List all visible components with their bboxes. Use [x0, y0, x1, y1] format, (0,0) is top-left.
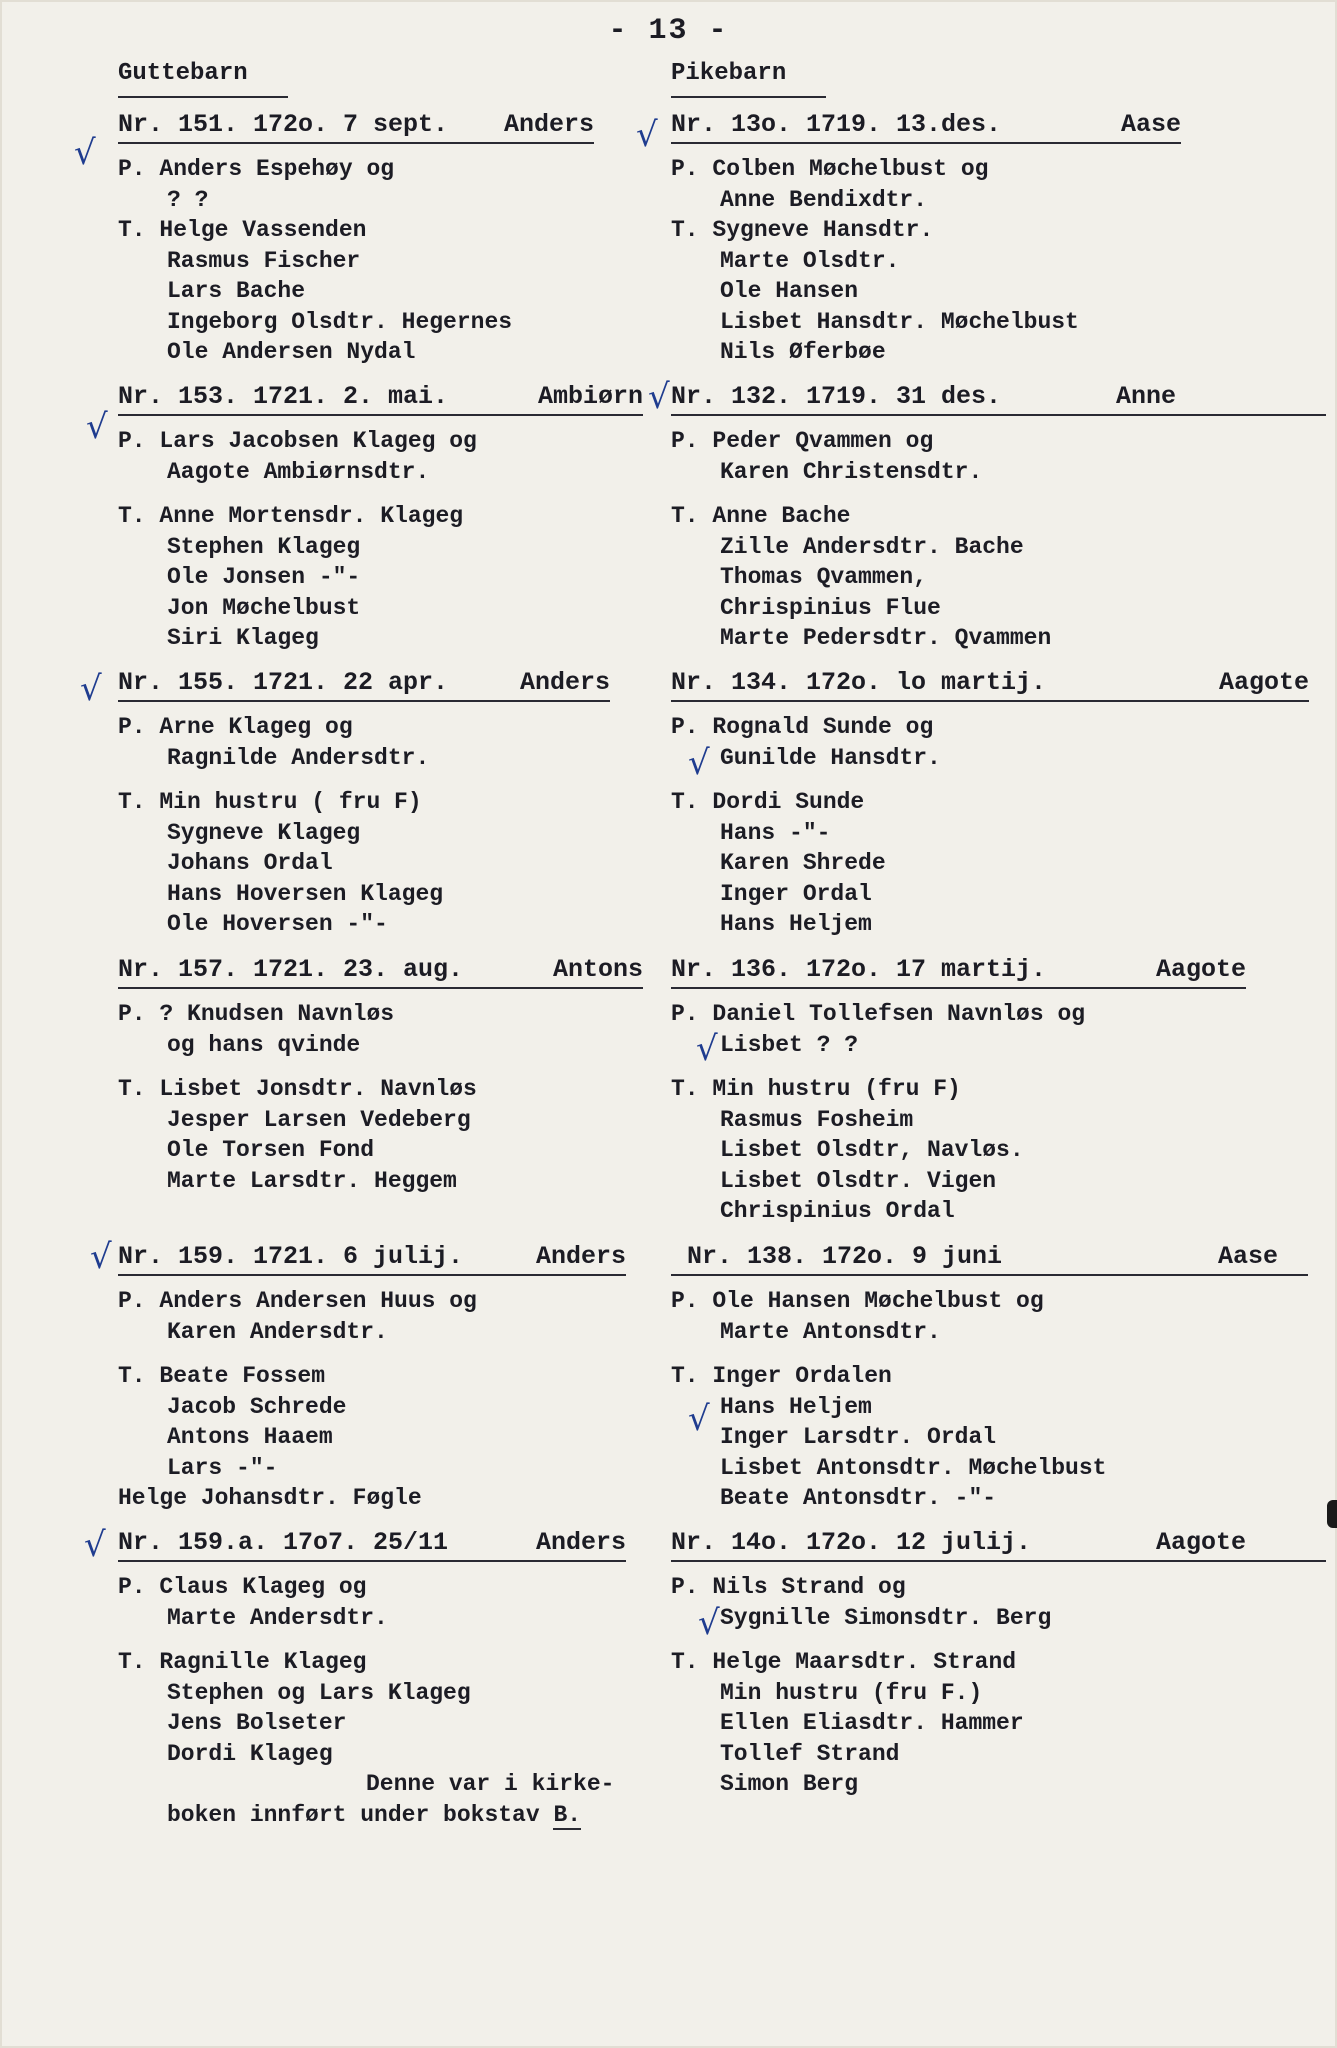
check-mark-icon: √: [80, 669, 102, 709]
entry-header: [118, 380, 643, 416]
sponsor-line: Jacob Schrede: [167, 1393, 347, 1420]
sponsor-line: Inger Ordal: [720, 880, 872, 907]
note-text: boken innført under bokstav: [167, 1801, 540, 1828]
check-mark-icon: √: [688, 1399, 710, 1439]
entry-number-date: Nr. 14o. 172o. 12 julij.: [671, 1528, 1032, 1557]
entry-136: [671, 953, 1246, 1227]
entry-header: [671, 108, 1181, 144]
sponsor-line: T. Lisbet Jonsdtr. Navnløs: [118, 1076, 477, 1102]
entry-132: [671, 380, 1326, 654]
sponsor-line: Simon Berg: [720, 1771, 859, 1797]
sponsor-line: T. Min hustru (fru F): [671, 1076, 961, 1102]
parent-line: og hans qvinde: [167, 1031, 361, 1058]
sponsor-line: T. Helge Maarsdtr. Strand: [671, 1649, 1017, 1675]
entry-138: [671, 1240, 1308, 1514]
entry-130: [671, 108, 1181, 368]
entry-134: [671, 666, 1309, 940]
check-mark-icon: √: [696, 1029, 718, 1069]
page-number: - 13 -: [608, 14, 729, 48]
sponsor-line: Jesper Larsen Vedeberg: [167, 1106, 471, 1133]
parent-line: Sygnille Simonsdtr. Berg: [720, 1604, 1052, 1631]
sponsor-line: Karen Shrede: [720, 850, 886, 876]
entry-number-date: Nr. 136. 172o. 17 martij.: [671, 955, 1047, 984]
entry-header: [118, 1526, 626, 1562]
entry-header: [118, 953, 643, 989]
sponsor-line: Marte Larsdtr. Heggem: [167, 1167, 457, 1194]
sponsor-line: T. Helge Vassenden: [118, 217, 367, 243]
sponsor-line: Lars -"-: [167, 1454, 278, 1481]
sponsor-line: Lars Bache: [167, 278, 306, 304]
left-column: [118, 60, 643, 1828]
sponsor-line: Hans Hoversen Klageg: [167, 880, 444, 907]
sponsor-line: Johans Ordal: [167, 850, 333, 876]
parent-line: Ragnilde Andersdtr.: [167, 744, 430, 771]
sponsor-line: Lisbet Olsdtr. Vigen: [720, 1167, 997, 1194]
parent-line: P. Anders Andersen Huus og: [118, 1288, 477, 1314]
parent-line: P. Ole Hansen Møchelbust og: [671, 1288, 1044, 1314]
sponsor-line: Lisbet Olsdtr, Navløs.: [720, 1137, 1024, 1163]
entry-number-date: Nr. 159. 1721. 6 julij.: [118, 1242, 464, 1271]
sponsor-line: Min hustru (fru F.): [720, 1679, 983, 1706]
entry-header: [118, 108, 594, 144]
entry-number-date: Nr. 134. 172o. lo martij.: [671, 668, 1047, 697]
entry-155: [118, 666, 610, 940]
entry-151: [118, 108, 594, 368]
entry-157: [118, 953, 643, 1196]
entry-header: [671, 666, 1309, 702]
parent-line: Marte Antonsdtr.: [720, 1318, 941, 1345]
entry-number-date: Nr. 132. 1719. 31 des.: [671, 382, 1002, 411]
child-name: Aagote: [1155, 1528, 1246, 1557]
entry-159a: [118, 1526, 626, 1830]
sponsor-line: Dordi Klageg: [167, 1740, 333, 1767]
sponsor-line: Jon Møchelbust: [167, 594, 361, 621]
parent-line: P. Lars Jacobsen Klageg og: [118, 428, 477, 454]
note-underlined-letter: B.: [553, 1801, 582, 1828]
sponsor-line: Ole Hoversen -"-: [167, 911, 388, 937]
parent-line: Karen Christensdtr.: [720, 458, 983, 485]
sponsor-line: Helge Johansdtr. Føgle: [118, 1485, 422, 1511]
sponsor-line: T. Inger Ordalen: [671, 1363, 892, 1389]
child-name: Antons: [552, 955, 643, 984]
parent-line: P. Arne Klageg og: [118, 714, 353, 740]
sponsor-line: Lisbet Hansdtr. Møchelbust: [720, 308, 1079, 335]
sponsor-line: Ole Torsen Fond: [167, 1137, 375, 1163]
right-column-heading: Pikebarn: [671, 60, 826, 98]
sponsor-line: T. Sygneve Hansdtr.: [671, 217, 934, 243]
sponsor-line: Chrispinius Flue: [720, 594, 941, 621]
sponsor-line: Thomas Qvammen,: [720, 564, 928, 590]
parent-line: P. Claus Klageg og: [118, 1574, 367, 1600]
parent-line: P. ? Knudsen Navnløs: [118, 1001, 395, 1027]
check-mark-icon: √: [688, 743, 710, 783]
check-mark-icon: √: [90, 1237, 112, 1277]
entry-153: [118, 380, 643, 654]
entry-number-date: Nr. 138. 172o. 9 juni: [687, 1242, 1003, 1271]
sponsor-line: Antons Haaem: [167, 1424, 333, 1450]
parent-line: Anne Bendixdtr.: [720, 186, 928, 213]
entry-header: [671, 1526, 1326, 1562]
sponsor-line: Hans Heljem: [720, 1393, 872, 1420]
check-mark-icon: √: [84, 1525, 106, 1565]
child-name: Aase: [1217, 1242, 1278, 1271]
sponsor-line: Sygneve Klageg: [167, 819, 361, 846]
parent-line: P. Peder Qvammen og: [671, 428, 934, 454]
sponsor-line: Ingeborg Olsdtr. Hegernes: [167, 308, 513, 335]
sponsor-line: Siri Klageg: [167, 625, 319, 651]
sponsor-line: Marte Olsdtr.: [720, 247, 900, 274]
parent-line: ? ?: [167, 186, 209, 213]
sponsor-line: Hans Heljem: [720, 911, 872, 937]
sponsor-line: T. Beate Fossem: [118, 1363, 326, 1389]
child-name: Anders: [535, 1528, 626, 1557]
check-mark-icon: √: [698, 1603, 720, 1643]
check-mark-icon: √: [636, 115, 658, 155]
sponsor-line: Stephen og Lars Klageg: [167, 1679, 471, 1706]
entry-number-date: Nr. 153. 1721. 2. mai.: [118, 382, 449, 411]
child-name: Anders: [519, 668, 610, 697]
left-column-heading: Guttebarn: [118, 60, 288, 98]
parent-line: Aagote Ambiørnsdtr.: [167, 458, 430, 485]
sponsor-line: Nils Øferbøe: [720, 339, 886, 365]
sponsor-line: Rasmus Fischer: [167, 247, 361, 274]
parent-line: P. Colben Møchelbust og: [671, 156, 989, 182]
child-name: Ambiørn: [537, 382, 643, 411]
entry-header: [671, 380, 1326, 416]
entry-number-date: Nr. 157. 1721. 23. aug.: [118, 955, 464, 984]
sponsor-line: T. Min hustru ( fru F): [118, 789, 422, 815]
note-line: [118, 1800, 626, 1831]
child-name: Anne: [1115, 382, 1176, 411]
parent-line: Gunilde Hansdtr.: [720, 744, 941, 771]
parent-line: P. Anders Espehøy og: [118, 156, 395, 182]
sponsor-line: Stephen Klageg: [167, 533, 361, 560]
parent-line: P. Daniel Tollefsen Navnløs og: [671, 1001, 1086, 1027]
child-name: Aagote: [1155, 955, 1246, 984]
sponsor-line: Hans -"-: [720, 819, 831, 846]
sponsor-line: Beate Antonsdtr. -"-: [720, 1485, 997, 1511]
sponsor-line: Lisbet Antonsdtr. Møchelbust: [720, 1454, 1107, 1481]
check-mark-icon: √: [74, 133, 96, 173]
sponsor-line: Chrispinius Ordal: [720, 1198, 955, 1224]
sponsor-line: Zille Andersdtr. Bache: [720, 533, 1024, 560]
entry-number-date: Nr. 13o. 1719. 13.des.: [671, 110, 1002, 139]
sponsor-line: Tollef Strand: [720, 1740, 900, 1767]
sponsor-line: T. Anne Bache: [671, 503, 851, 529]
sponsor-line: Ole Jonsen -"-: [167, 564, 361, 590]
entry-header: [118, 1240, 626, 1276]
right-column: [671, 60, 1326, 1797]
child-name: Anders: [535, 1242, 626, 1271]
check-mark-icon: √: [86, 407, 108, 447]
child-name: Anders: [503, 110, 594, 139]
child-name: Aase: [1120, 110, 1181, 139]
sponsor-line: Inger Larsdtr. Ordal: [720, 1424, 997, 1450]
entry-140: [671, 1526, 1326, 1800]
entry-number-date: Nr. 159.a. 17o7. 25/11: [118, 1528, 449, 1557]
sponsor-line: Rasmus Fosheim: [720, 1106, 914, 1133]
binding-mark: [1327, 1500, 1337, 1528]
entry-number-date: Nr. 155. 1721. 22 apr.: [118, 668, 449, 697]
sponsor-line: Marte Pedersdtr. Qvammen: [720, 625, 1052, 651]
parent-line: Marte Andersdtr.: [167, 1604, 388, 1631]
parent-line: Lisbet ? ?: [720, 1031, 859, 1058]
sponsor-line: T. Dordi Sunde: [671, 789, 865, 815]
sponsor-line: T. Anne Mortensdr. Klageg: [118, 503, 464, 529]
parent-line: P. Nils Strand og: [671, 1574, 906, 1600]
check-mark-icon: √: [648, 377, 670, 417]
sponsor-line: Ole Andersen Nydal: [167, 339, 416, 365]
child-name: Aagote: [1218, 668, 1309, 697]
entry-header: [671, 1240, 1308, 1276]
sponsor-line: Ole Hansen: [720, 278, 859, 304]
sponsor-line: Jens Bolseter: [167, 1710, 347, 1736]
entry-header: [671, 953, 1246, 989]
sponsor-line: T. Ragnille Klageg: [118, 1649, 367, 1675]
parent-line: P. Rognald Sunde og: [671, 714, 934, 740]
note-line: Denne var i kirke-: [366, 1771, 615, 1797]
entry-number-date: Nr. 151. 172o. 7 sept.: [118, 110, 449, 139]
entry-159: [118, 1240, 626, 1514]
parent-line: Karen Andersdtr.: [167, 1318, 388, 1345]
sponsor-line: Ellen Eliasdtr. Hammer: [720, 1710, 1024, 1736]
entry-header: [118, 666, 610, 702]
